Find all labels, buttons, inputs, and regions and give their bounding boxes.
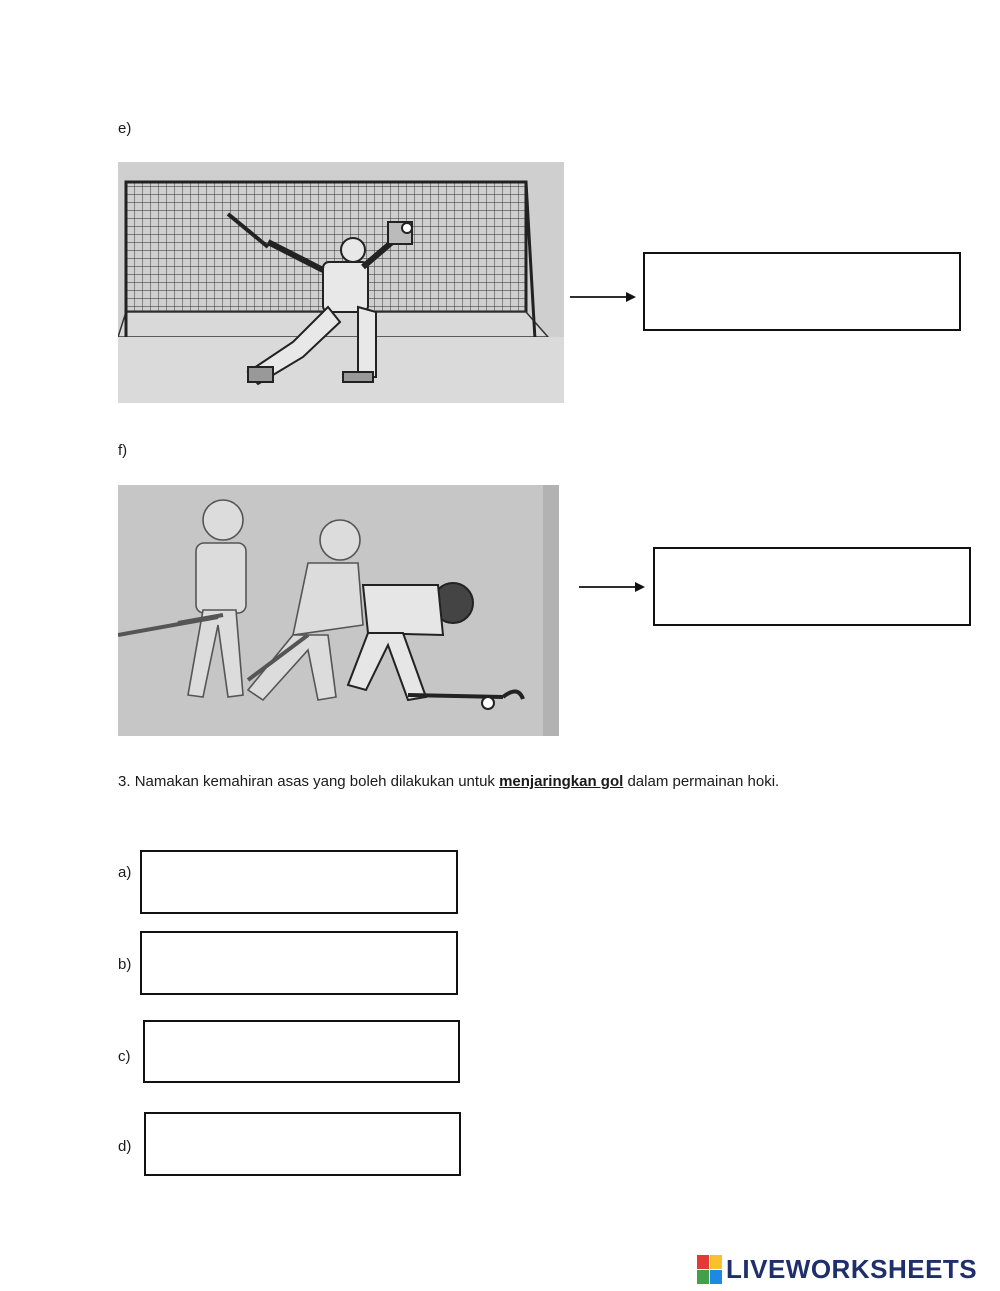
question-emphasis: menjaringkan gol [499,773,624,790]
liveworksheets-logo [697,1254,977,1285]
answer-input-d[interactable] [144,1112,461,1176]
liveworksheets-logo-icon [697,1255,723,1285]
label-d: d) [118,1138,132,1155]
arrow-e [568,289,638,305]
label-f: f) [118,442,128,459]
question-text-before: Namakan kemahiran asas yang boleh dilakukan untuk [134,773,495,790]
question-number: 3. [118,773,131,790]
answer-input-e[interactable] [643,252,961,331]
label-c: c) [118,1048,131,1065]
goalkeeper-illustration [118,162,564,403]
liveworksheets-logo-text: LIVEWORKSHEETS [726,1254,978,1284]
answer-input-f[interactable] [653,547,971,626]
arrow-f [577,579,647,595]
label-a: a) [118,864,132,881]
answer-input-c[interactable] [143,1020,460,1083]
label-b: b) [118,956,132,973]
goalkeeper-image [118,162,564,403]
answer-input-a[interactable] [140,850,458,914]
players-image [118,485,559,736]
label-e: e) [118,120,132,137]
answer-input-b[interactable] [140,931,458,995]
question-text-after: dalam permainan hoki. [627,773,780,790]
players-illustration [118,485,559,736]
question-3 [118,773,918,790]
